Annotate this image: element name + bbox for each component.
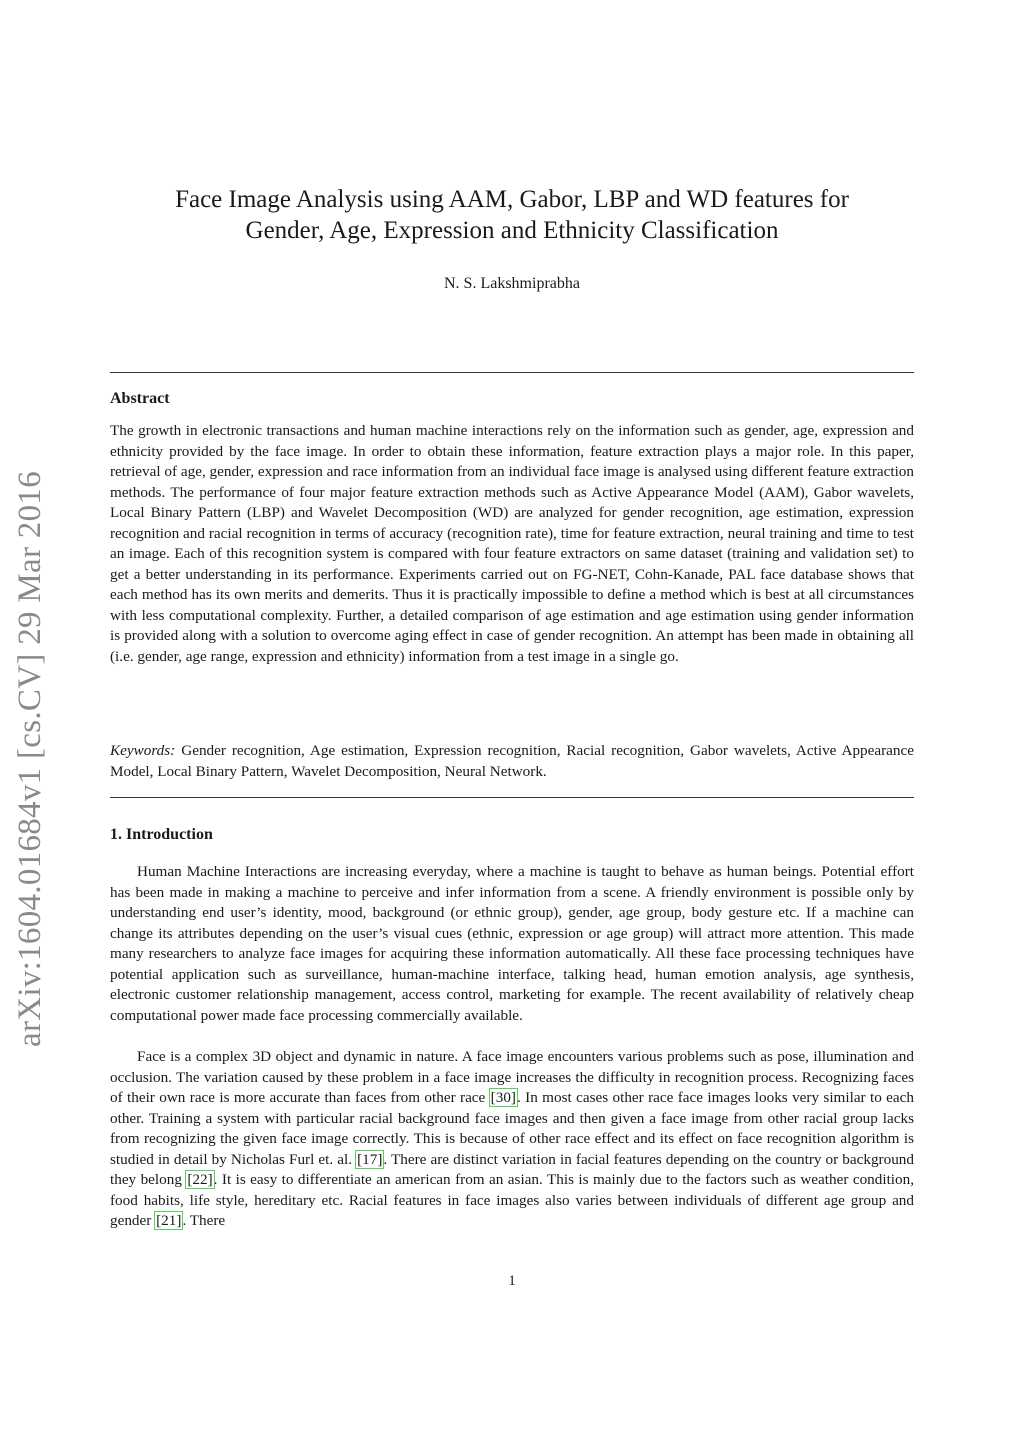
title-line-1: Face Image Analysis using AAM, Gabor, LBP and WD features for [175,186,849,213]
keywords [110,741,914,782]
abstract-text: The growth in electronic transactions and human machine interactions rely on the information such as gender, age, expression and ethnicity provided by the face image. In order to obtain these information, feature extraction plays a major role. In this paper, retrieval of age, gender, expression and race information from an individual face image is analysed using different feature extraction methods. The performance of four major feature extraction methods such as Active Appearance Model (AAM), Gabor wavelets, Local Binary Pattern (LBP) and Wavelet Decomposition (WD) are analyzed for gender recognition, age estimation, expression recognition and racial recognition in terms of accuracy (recognition rate), time for feature extraction, neural training and time to test an image. Each of this recognition system is compared with four feature extractors on same dataset (training and validation set) to get a better understanding in its performance. Experiments carried out on FG-NET, Cohn-Kanade, PAL face database shows that each method has its own merits and demerits. Thus it is practically impossible to define a method which is best at all circumstances with less computational complexity. Further, a detailed comparison of age estimation and age estimation using gender information is provided along with a solution to overcome aging effect in case of gender recognition. An attempt has been made in obtaining all (i.e. gender, age range, expression and ethnicity) information from a test image in a single go. [110,422,914,665]
keywords-label: Keywords: [110,742,176,759]
section-heading-introduction: 1. Introduction [110,826,213,843]
author-name: N. S. Lakshmiprabha [444,275,580,292]
title-line-2: Gender, Age, Expression and Ethnicity Classification [245,217,779,244]
intro-p2-text: Face is a complex 3D object and dynamic in nature. A face image encounters various problems such as pose, illumination and occlusion. The variation caused by these problem in a face image increases the difficulty in recognition process. Recognizing faces of their own race is more accurate than faces from other race [110,1048,914,1106]
citation-link[interactable]: [17] [357,1150,383,1168]
page-number: 1 [508,1273,516,1289]
intro-p2-text: . There are distinct variation in facial features depending on the country or background they belong [110,1150,914,1188]
keywords-text: Gender recognition, Age estimation, Expression recognition, Racial recognition, Gabor wavelets, Active Appearance Model, Local Binary Pattern, Wavelet Decomposition, Neural Network. [110,742,914,780]
paper-title [110,184,914,246]
intro-p2-text: . It is easy to differentiate an american from an asian. This is mainly due to the factors such as weather condition, food habits, life style, hereditary etc. Racial features in face images also varies between individuals of different age group and gender [110,1171,914,1229]
intro-p2-text: . There [182,1212,226,1229]
intro-paragraph-1: Human Machine Interactions are increasing everyday, where a machine is taught to behave as human beings. Potential effort has been made in making a machine to perceive and infer information from a scene. A friendly environment is possible only by understanding end user’s identity, mood, background (or ethnic group), gender, age group, body gesture etc. If a machine can change its attributes depending on the user’s visual cues (ethnic, expression or age group) will attract more attention. This made many researchers to analyze face images for acquiring these information automatically. All these face processing techniques have potential application such as surveillance, human-machine interface, talking head, human emotion analysis, age synthesis, electronic customer relationship management, access control, marketing for example. The recent availability of relatively cheap computational power made face processing commercially available. [110,863,914,1024]
abstract-top-rule [110,372,914,373]
intro-p2-text: . In most cases other race face images looks very similar to each other. Training a system with particular racial background face images and then given a face image from other racial group lacks from recognizing the given face image correctly. This is because of other race effect and its effect on face recognition algorithm is studied in detail by Nicholas Furl et. al. [110,1089,914,1168]
abstract-bottom-rule [110,797,914,798]
citation-link[interactable]: [21] [156,1212,182,1229]
arxiv-identifier-stamp: arXiv:1604.01684v1 [cs.CV] 29 Mar 2016 [12,471,48,1047]
citation-link[interactable]: [22] [187,1171,213,1188]
citation-link[interactable]: [30] [490,1089,516,1106]
abstract-heading: Abstract [110,390,170,407]
intro-paragraph-2 [110,1047,914,1232]
